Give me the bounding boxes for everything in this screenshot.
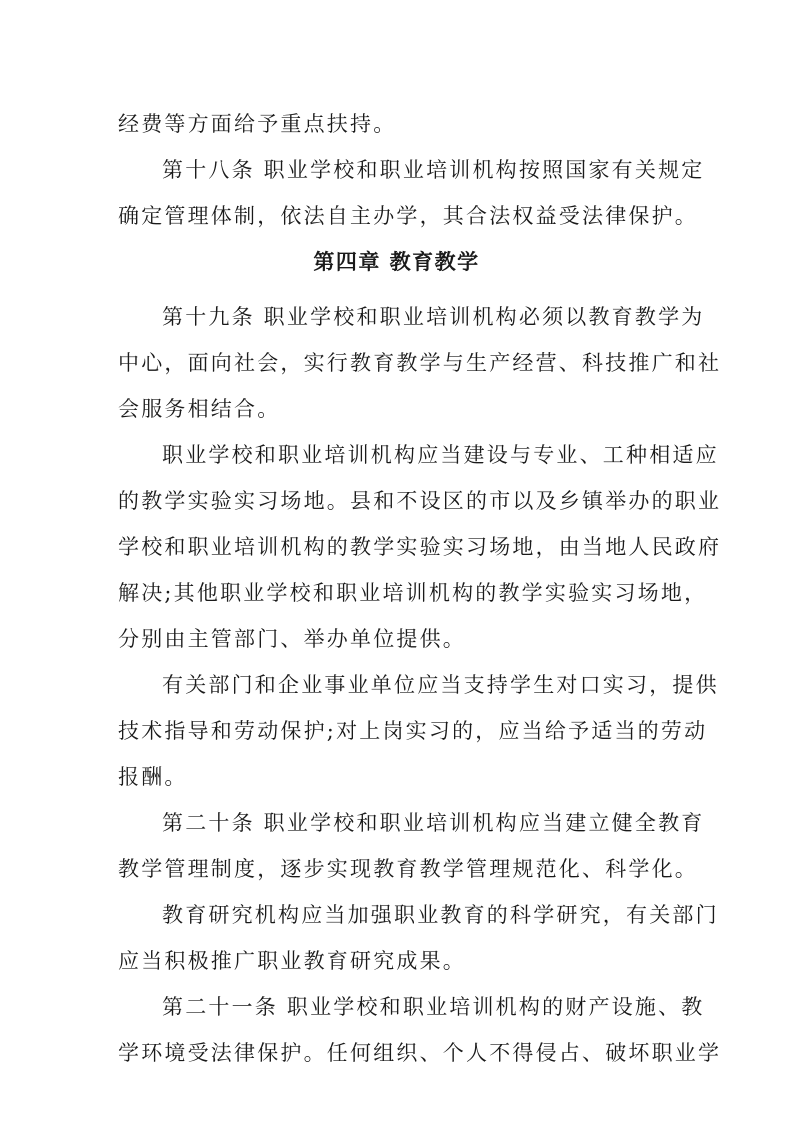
text-line: 教学管理制度，逐步实现教育教学管理规范化、科学化。 <box>118 857 698 881</box>
text-line: 应当积极推广职业教育研究成果。 <box>118 949 466 973</box>
text-line: 学校和职业培训机构的教学实验实习场地，由当地人民政府 <box>118 535 722 559</box>
text-line: 解决;其他职业学校和职业培训机构的教学实验实习场地， <box>118 581 708 605</box>
text-line: 报酬。 <box>118 765 188 789</box>
text-line: 经费等方面给予重点扶持。 <box>118 112 397 136</box>
article-19-line-1: 第十九条 职业学校和职业培训机构必须以教育教学为 <box>162 305 705 329</box>
chapter-heading: 第四章 教育教学 <box>313 250 480 274</box>
text-line: 技术指导和劳动保护;对上岗实习的，应当给予适当的劳动 <box>118 719 708 743</box>
text-line: 中心，面向社会，实行教育教学与生产经营、科技推广和社 <box>118 351 722 375</box>
text-line: 的教学实验实习场地。县和不设区的市以及乡镇举办的职业 <box>118 489 722 513</box>
paragraph-line: 教育研究机构应当加强职业教育的科学研究，有关部门 <box>162 903 719 927</box>
text-line: 确定管理体制，依法自主办学，其合法权益受法律保护。 <box>118 204 698 228</box>
paragraph-line: 有关部门和企业事业单位应当支持学生对口实习，提供 <box>162 673 719 697</box>
text-line: 分别由主管部门、举办单位提供。 <box>118 627 466 651</box>
article-21-line-1: 第二十一条 职业学校和职业培训机构的财产设施、教 <box>162 995 705 1019</box>
article-20-line-1: 第二十条 职业学校和职业培训机构应当建立健全教育 <box>162 811 705 835</box>
article-18-line-1: 第十八条 职业学校和职业培训机构按照国家有关规定 <box>162 158 705 182</box>
text-line: 学环境受法律保护。任何组织、个人不得侵占、破坏职业学 <box>118 1041 722 1065</box>
text-line: 会服务相结合。 <box>118 397 281 421</box>
paragraph-line: 职业学校和职业培训机构应当建设与专业、工种相适应 <box>162 443 719 467</box>
